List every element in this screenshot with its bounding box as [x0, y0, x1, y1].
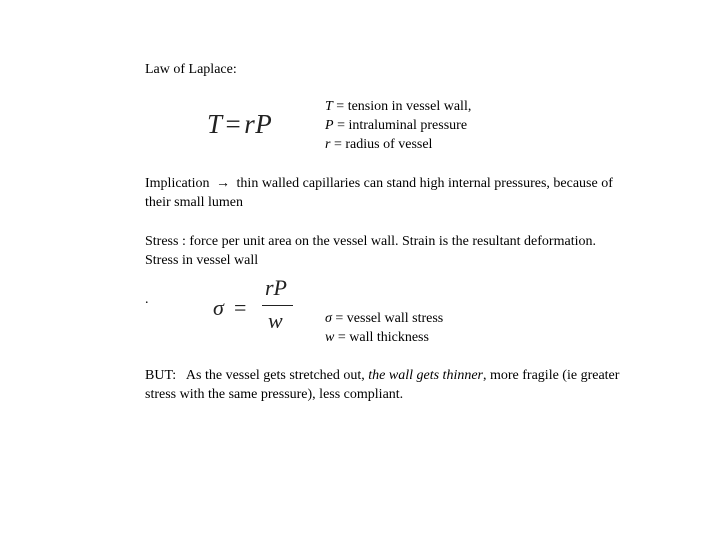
implication-text: thin walled capillaries can stand high internal pressures, because of their small lumen [145, 176, 613, 210]
implication-label: Implication [145, 176, 210, 191]
definition-radius: r = radius of vessel [325, 137, 433, 152]
but-paragraph [145, 366, 625, 404]
definition-tension: T = tension in vessel wall, [325, 99, 472, 114]
but-text-2: , more fragile (ie greater stress with the same pressure), less compliant. [145, 368, 620, 402]
stress-eq-denominator: w [268, 308, 283, 333]
laplace-definitions [325, 97, 471, 154]
eq-rhs: rP [244, 109, 273, 139]
stress-eq-op: = [234, 295, 247, 320]
definition-sigma: σ = vessel wall stress [325, 311, 444, 326]
bullet-dot: . [145, 292, 149, 307]
stress-definitions [325, 309, 443, 347]
stress-eq-lhs: σ [213, 295, 224, 320]
implication-paragraph [145, 174, 615, 212]
fraction-bar [262, 305, 293, 306]
eq-lhs: T [207, 109, 223, 139]
right-arrow-icon: → [216, 176, 231, 191]
but-emphasis: the wall gets thinner [368, 368, 483, 383]
but-text-1: As the vessel gets stretched out, [176, 368, 369, 383]
definition-thickness: w = wall thickness [325, 330, 429, 345]
heading-law-of-laplace: Law of Laplace: [145, 62, 237, 77]
eq-op: = [225, 109, 242, 139]
laplace-equation [207, 108, 272, 140]
definition-pressure: P = intraluminal pressure [325, 118, 468, 133]
but-label: BUT: [145, 368, 177, 383]
stress-paragraph: Stress : force per unit area on the vessel wall. Strain is the resultant deformation. Stress in vessel wall [145, 234, 596, 268]
stress-eq-numerator: rP [265, 275, 287, 300]
